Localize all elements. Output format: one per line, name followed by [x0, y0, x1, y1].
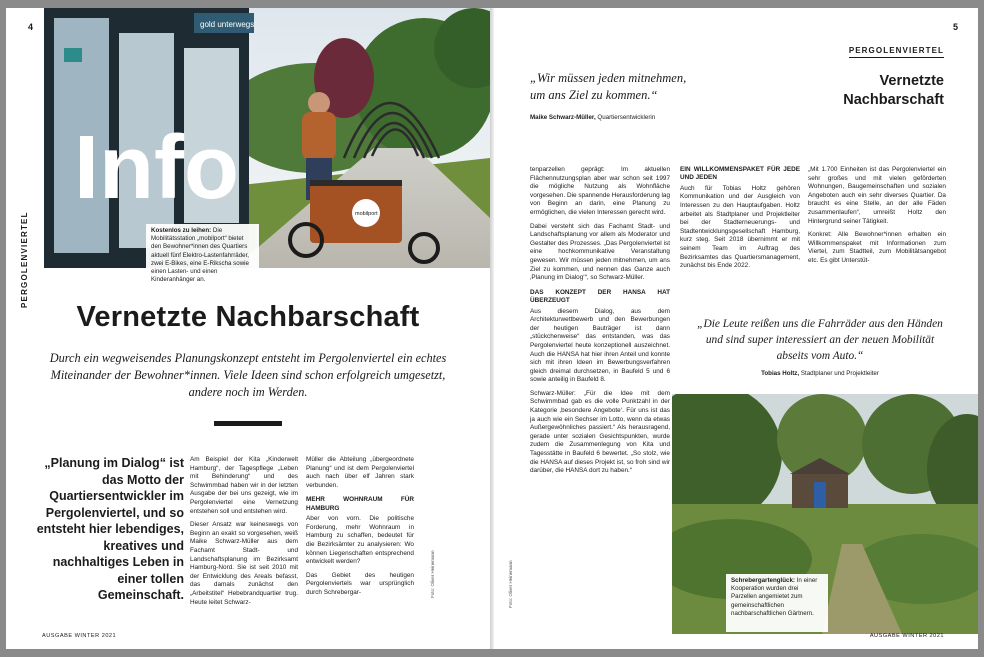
page-number: 4: [28, 22, 34, 32]
right-page: [494, 8, 978, 649]
footer-issue: AUSGABE WINTER 2021: [42, 633, 117, 639]
article-lead: Durch ein wegweisendes Planungskonzept entsteht im Pergolenviertel ein echtes Miteinander der Bewohner*innen. Viele Ideen sind schon erfolgreich umgesetzt, andere noch im Werden.: [49, 351, 447, 399]
pull-quote: „Planung im Dialog“ ist das Motto der Quartiersentwickler im Pergolenviertel, und so entsteht hier lebendiges, kreatives und nachhaltiges Leben in einer tollen Gemeinschaft.: [36, 456, 184, 602]
section-title: [843, 72, 944, 110]
quote-role: Quartiersentwicklerin: [597, 114, 656, 121]
paragraph: „Mit 1.700 Einheiten ist das Pergolenviertel ein sehr großes und mit vielen geförderten Wohnungen, Baugemeinschaften und sozialen Angeboten auch ein sehr diverses Quartier. Da braucht es eine Stelle, an der alle Fäden zusammenlaufen“, umreißt Holtz den Hintergrund seiner Tätigkeit.: [808, 166, 946, 225]
quote-role: Stadtplaner und Projektleiter: [800, 370, 879, 377]
left-column-1: [190, 456, 298, 612]
bike-badge: mobilport: [355, 211, 378, 217]
divider-rule: [214, 421, 282, 426]
paragraph: Dabei versteht sich das Fachamt Stadt- und Landschaftsplanung vor allem als Moderator und Gestalter des Prozesses. „Das Pergolenviertel ist eine hochkommunikative Veranstaltung gewesen. Wir müssen jeden mitnehmen, um ans Ziel zu kommen, und nennen das Ganze auch ‚Planung im Dialog‘“, so Schwarz-Müller.: [530, 222, 670, 282]
subheading: EIN WILLKOMMENSPAKET FÜR JEDE UND JEDEN: [680, 166, 800, 182]
hero-photo-illustration: [44, 8, 490, 268]
caption-bold: Kostenlos zu leihen:: [151, 227, 212, 234]
caption-bold: Schrebergartenglück:: [731, 577, 795, 584]
photo-credit: Foto: Oliver Heinemann: [430, 550, 435, 598]
quote-line: „Wir müssen jeden mitnehmen,: [530, 71, 687, 85]
left-column-2: [306, 456, 414, 603]
quote-name: Tobias Holtz,: [761, 370, 800, 377]
title-line: Vernetzte: [879, 73, 944, 89]
article-headline: Vernetzte Nachbarschaft: [76, 301, 420, 333]
paragraph: Aus diesem Dialog, aus dem Architekturwettbewerb und den Bewerbungen der heutigen Bauträger ist dann „stückchenweise“ das entstanden, was das Pergolenviertel heute konzeptionell auszeichnet. Auch die HANSA hat hier ihren Anteil und konnte sich mit ihren Ideen im Bewerbungsverfahren gleich dreimal durchsetzen, in Baufeld 5 und 6 sowie anteilig in Baufeld 8.: [530, 307, 670, 384]
middle-quote-attribution: [690, 370, 950, 377]
caption-text: Die Mobilitätsstation „mobilport“ bietet den Bewohner*innen des Quartiers aktuell fünf Elektro-Lastenfahrräder, zwei E-Bikes, eine E-Rikscha sowie einen Lasten- und einen Kinderanhänger an.: [151, 227, 250, 284]
quote-line: um ans Ziel zu kommen.“: [530, 88, 658, 102]
section-label-vertical: PERGOLENVIERTEL: [20, 211, 29, 308]
quote-name: Maike Schwarz-Müller,: [530, 114, 596, 121]
top-quote: [530, 70, 686, 104]
title-line: Nachbarschaft: [843, 92, 944, 108]
paragraph: Konkret: Alle Bewohner*innen erhalten ein Willkommenspaket mit Informationen zum Viertel, zum Stadtteil, zum Mobilitätsangebot etc. Es gibt Unterstüt-: [808, 231, 946, 264]
right-column-3: [808, 166, 946, 271]
subheading: DAS KONZEPT DER HANSA HAT ÜBERZEUGT: [530, 288, 670, 305]
paragraph: Müller die Abteilung „übergeordnete Planung“ und ist dem Pergolenviertel auch nach über elf Jahren stark verbunden.: [306, 456, 414, 489]
paragraph: Auch für Tobias Holtz gehören Kommunikation und der Ausgleich von Interessen zu den Hauptaufgaben. Holtz arbeitet als Stadtplaner und Projektleiter bei der Stadterneuerungs- und Stadtentwicklungsgesellschaft Hamburg, kurz steg. Seit 2018 übernimmt er mit seinem Team im Auftrag des Bezirksamtes das Quartiersmanagement, zunächst bis Ende 2022.: [680, 184, 800, 270]
subheading: MEHR WOHNRAUM FÜR HAMBURG: [306, 496, 414, 512]
info-sign: Info: [74, 118, 239, 218]
paragraph: Schwarz-Müller: „Für die Idee mit dem Schwimmbad gab es die volle Punktzahl in der Kategorie ‚besondere Angebote‘. Für uns ist das ja auch wie ein Sechser im Lotto, wenn da etwas Außergewöhnliches passiert.“ Als herausragend, gerade unter sozialen Gesichtspunkten, wurde zudem die Zusammenlegung von Kita und Tagesstätte in Baufeld 6 bewertet. „So stolz, wie die HANSA auf dieses Projekt ist, so froh sind wir darüber, die HANSA dort zu haben.“: [530, 389, 670, 475]
section-kicker: PERGOLENVIERTEL: [849, 46, 944, 58]
caption-text: In einer Kooperation wurden drei Parzellen angemietet zum gemeinschaftlichen nachbarschaftlichen Gärtnern.: [731, 577, 818, 617]
page-number: 5: [952, 22, 958, 32]
middle-quote: „Die Leute reißen uns die Fahrräder aus den Händen und sind super interessiert an der neuen Mobilität abseits vom Auto.“: [697, 318, 943, 362]
hero-photo-caption: [146, 224, 259, 292]
kiosk-sign: gold unterwegs: [200, 20, 255, 29]
footer-issue: AUSGABE WINTER 2021: [869, 633, 944, 639]
left-page: [6, 8, 490, 649]
photo-credit: Foto: Oliver Heinemann: [508, 560, 513, 608]
paragraph: Dieser Ansatz war keineswegs von Beginn an exakt so vorgesehen, weiß Maike Schwarz-Müller aus dem Fachamt Stadt- und Landschaftsplanung im Bezirksamt Hamburg-Nord. Sie ist seit 2010 mit der Entwicklung des Areals befasst, das damals zunächst den „Arbeitstitel“ Hebebrandquartier trug. Heute leitet Schwarz-: [190, 521, 298, 606]
top-quote-attribution: [530, 114, 655, 121]
right-column-2: [680, 166, 800, 276]
paragraph: Am Beispiel der Kita „Kinderwelt Hamburg“, der Tagespflege „Leben mit Behinderung“ und des Schwimmbad haben wir in der letzten Ausgabe der bei uns gezeigt, wie im Pergolenviertel eine Vernetzung entstehen soll und entstehen wird.: [190, 456, 298, 515]
paragraph: tenparzellen geprägt: Im aktuellen Flächennutzungsplan aber war schon seit 1997 die mögliche Nutzung als Wohnfläche vorgesehen. Die spannende Herausforderung lag von Beginn an darin, eine Planung zu ermöglichen, die vielen Interessen gerecht wird.: [530, 166, 670, 216]
paragraph: Das Gebiet des heutigen Pergolenviertels war ursprünglich durch Schrebergar-: [306, 571, 414, 596]
paragraph: Aber von vorn. Die politische Forderung, mehr Wohnraum in Hamburg zu schaffen, bedeutet für die Bezirksämter zu analysieren: Wo können Liegenschaften entsprechend entwickelt werden?: [306, 515, 414, 566]
right-column-1: [530, 166, 670, 481]
hero-photo: [44, 8, 490, 268]
garden-photo-caption: [726, 574, 828, 632]
